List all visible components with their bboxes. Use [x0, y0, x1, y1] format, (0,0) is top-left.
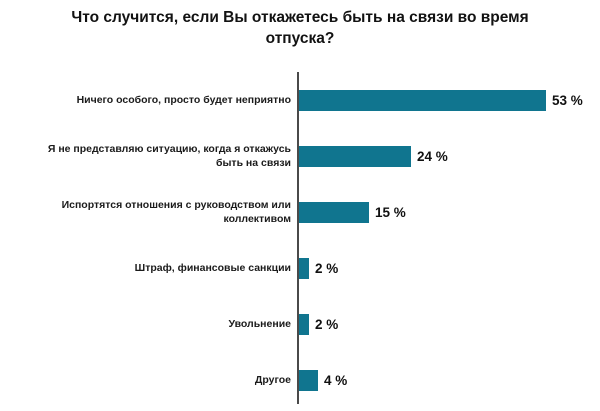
bar-value-label: 4 % — [324, 372, 348, 388]
category-label: Ничего особого, просто будет неприятно — [76, 93, 291, 106]
bar-wrapper — [299, 128, 448, 184]
category-label: Увольнение — [228, 317, 291, 330]
bar-row — [0, 184, 600, 240]
category-label: Испортятся отношения с руководством или коллективом — [61, 198, 291, 225]
bar-wrapper — [299, 184, 406, 240]
category-label: Я не представляю ситуацию, когда я откажусь быть на связи — [47, 142, 291, 169]
bar — [299, 258, 309, 279]
bar — [299, 314, 309, 335]
bar-row — [0, 352, 600, 408]
bar-value-label: 2 % — [315, 316, 339, 332]
bar-row — [0, 296, 600, 352]
bar-value-label: 24 % — [417, 148, 448, 164]
bar-row — [0, 240, 600, 296]
bar — [299, 370, 318, 391]
bar-wrapper — [299, 72, 583, 128]
chart-title: Что случится, если Вы откажетесь быть на связи во время отпуска? — [71, 9, 529, 47]
bar-rows — [0, 72, 600, 404]
bar-row — [0, 128, 600, 184]
plot-area — [0, 72, 600, 407]
bar-value-label: 2 % — [315, 260, 339, 276]
bar-value-label: 15 % — [375, 204, 406, 220]
category-label: Другое — [254, 373, 291, 386]
bar — [299, 90, 546, 111]
bar-row — [0, 72, 600, 128]
bar — [299, 146, 411, 167]
category-label: Штраф, финансовые санкции — [134, 261, 291, 274]
bar-wrapper — [299, 296, 338, 352]
bar-wrapper — [299, 352, 347, 408]
bar — [299, 202, 369, 223]
bar-value-label: 53 % — [552, 92, 583, 108]
bar-wrapper — [299, 240, 338, 296]
